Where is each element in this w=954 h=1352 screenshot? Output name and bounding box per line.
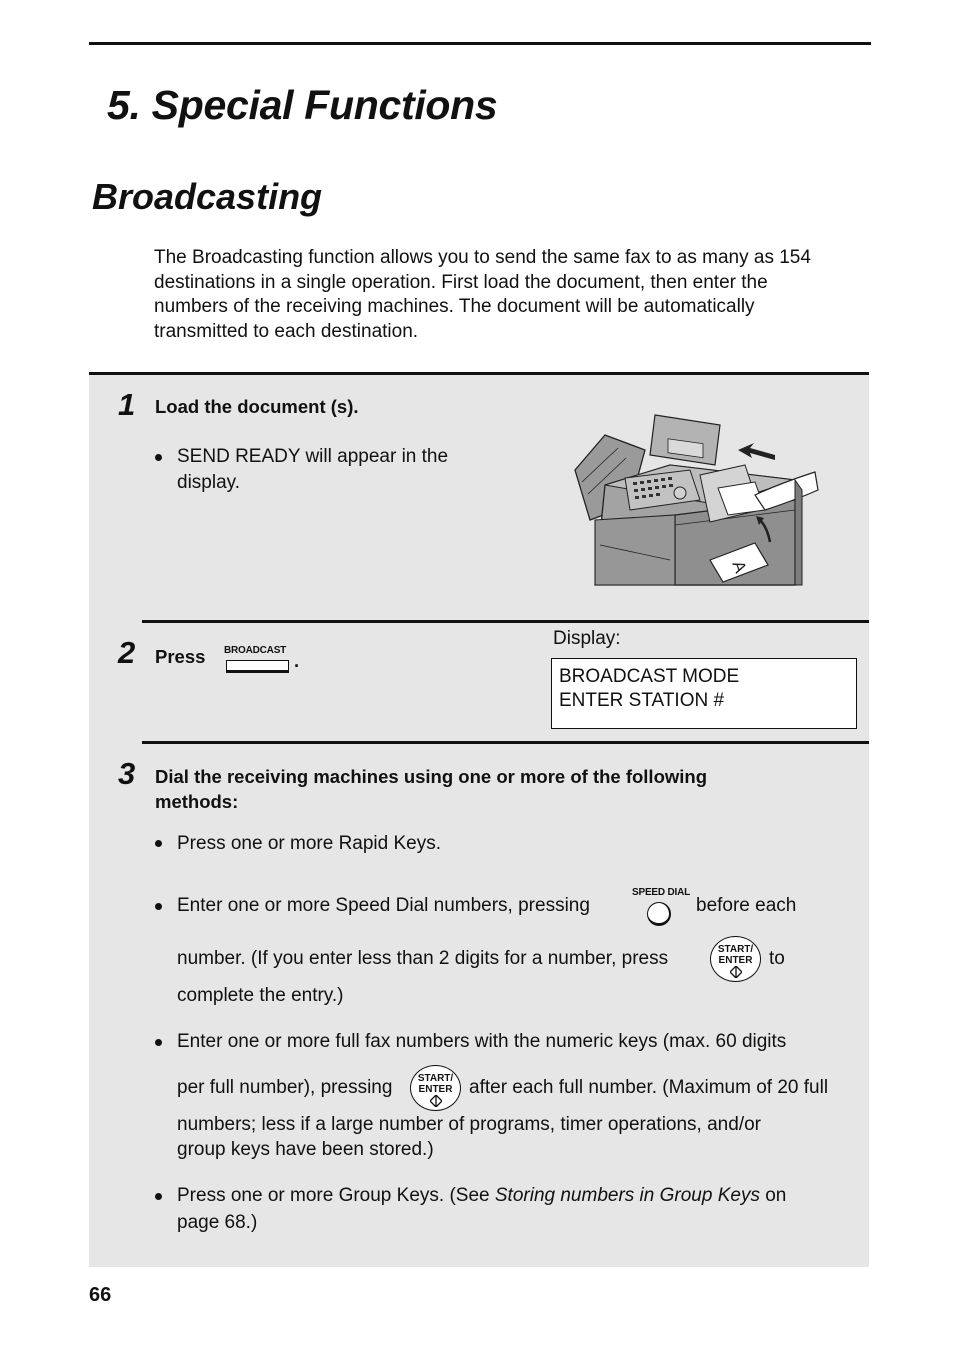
step2-rule — [142, 620, 869, 623]
chapter-title: 5. Special Functions — [107, 82, 498, 128]
step2-number: 2 — [118, 635, 136, 670]
bullet4-text: Press one or more Group Keys. (See — [177, 1185, 495, 1206]
display-label: Display: — [553, 628, 621, 649]
start-enter-key[interactable] — [710, 936, 761, 982]
intro-line: numbers of the receiving machines. The document will be automatically — [154, 296, 755, 318]
bullet-dot — [155, 1193, 162, 1200]
step1-bullet-line: display. — [177, 472, 241, 493]
step1-rule — [89, 372, 869, 375]
intro-paragraph — [154, 246, 864, 344]
step1-bullet-line: SEND READY will appear in the — [177, 446, 449, 467]
step1-number: 1 — [118, 387, 136, 422]
step1-heading: Load the document (s). — [155, 396, 359, 417]
bullet-dot — [155, 1039, 162, 1046]
start-key-label: START/ — [417, 1073, 454, 1084]
step3-bullet3-part2: per full number), pressing — [177, 1077, 393, 1098]
bullet4-reference[interactable]: Storing numbers in Group Keys — [494, 1185, 760, 1206]
step3-bullet1: Press one or more Rapid Keys. — [177, 833, 442, 854]
step2-period: . — [294, 650, 300, 671]
display-line: ENTER STATION # — [559, 690, 725, 711]
lcd-display — [551, 658, 857, 729]
bullet-dot — [155, 840, 162, 847]
bullet4-text: on — [759, 1185, 787, 1206]
enter-key-label: ENTER — [418, 1084, 453, 1095]
step3-bullet3-part3: after each full number. (Maximum of 20 full — [469, 1077, 829, 1098]
document-letter: A — [728, 558, 751, 576]
page-number: 66 — [89, 1284, 112, 1306]
step1-bullet — [177, 444, 497, 496]
step3-bullet2-part2: before each — [696, 895, 797, 916]
section-title: Broadcasting — [92, 176, 323, 217]
step3-bullet2-part3: number. (If you enter less than 2 digits for a number, press — [177, 948, 669, 969]
fax-machine-illustration — [570, 410, 820, 590]
top-rule — [89, 42, 871, 45]
intro-line: transmitted to each destination. — [154, 320, 419, 342]
step3-bullet2-part1: Enter one or more Speed Dial numbers, pressing — [177, 895, 590, 916]
enter-key-label: ENTER — [718, 955, 753, 966]
bullet-dot — [155, 454, 162, 461]
step3-bullet2-part4: to — [769, 948, 785, 969]
step3-number: 3 — [118, 756, 136, 791]
step3-bullet3-line4: group keys have been stored.) — [177, 1139, 434, 1160]
intro-line: destinations in a single operation. First load the document, then enter the — [154, 271, 768, 293]
speed-dial-key-label: SPEED DIAL — [632, 887, 691, 898]
intro-line: The Broadcasting function allows you to send the same fax to as many as 154 — [154, 247, 811, 268]
step2-press: Press — [155, 646, 206, 667]
bullet-dot — [155, 903, 162, 910]
step3-heading — [155, 764, 855, 814]
step3-bullet4-line1 — [177, 1183, 786, 1209]
broadcast-key-label: BROADCAST — [224, 645, 287, 656]
step3-bullet3-line1: Enter one or more full fax numbers with the numeric keys (max. 60 digits — [177, 1031, 787, 1052]
start-diamond-icon — [430, 1095, 442, 1107]
step3-bullet2-part5: complete the entry.) — [177, 985, 344, 1006]
start-enter-key[interactable] — [410, 1065, 461, 1111]
step3-heading-line: methods: — [155, 791, 239, 812]
broadcast-key[interactable] — [226, 660, 289, 673]
step3-rule — [142, 741, 869, 744]
speed-dial-key[interactable] — [647, 902, 671, 926]
step3-bullet3-line3: numbers; less if a large number of programs, timer operations, and/or — [177, 1114, 761, 1135]
display-line: BROADCAST MODE — [559, 666, 740, 687]
start-diamond-icon — [730, 966, 742, 978]
step3-heading-line: Dial the receiving machines using one or more of the following — [155, 766, 708, 787]
step3-bullet4-line2: page 68.) — [177, 1212, 258, 1233]
start-key-label: START/ — [717, 944, 754, 955]
